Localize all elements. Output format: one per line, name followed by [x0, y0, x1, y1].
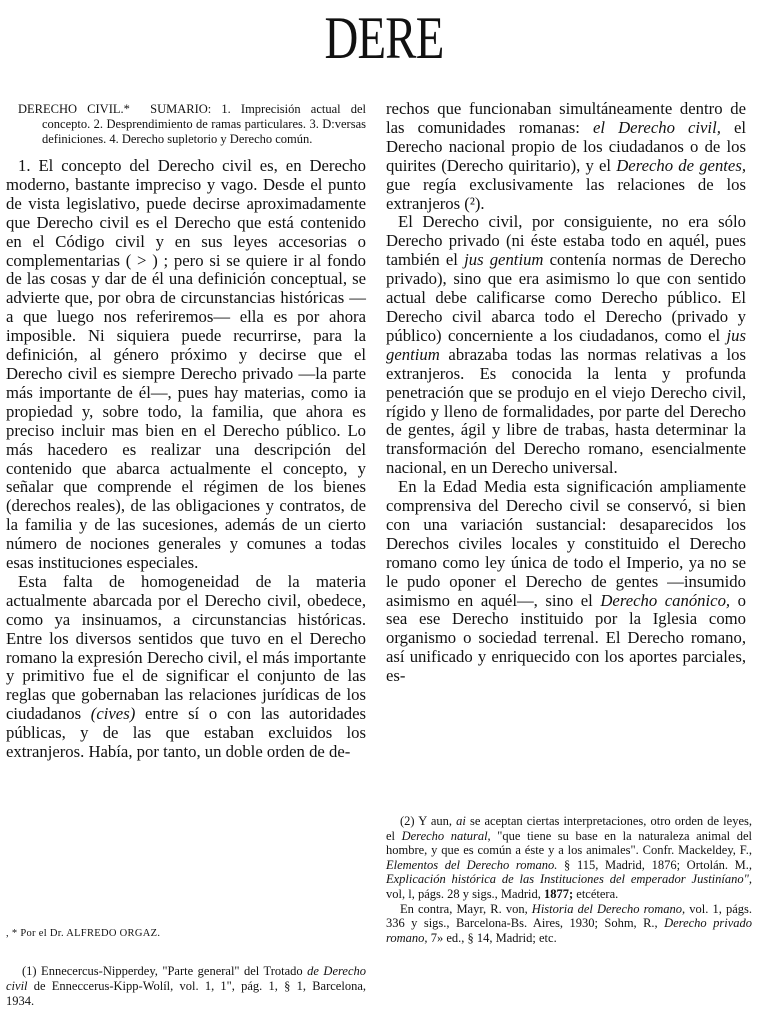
left-body	[6, 157, 366, 762]
article-summary	[18, 102, 366, 147]
paragraph-3: rechos que funcionaban simultáneamente dentro de las comunidades romanas: el Derecho civil, el Derecho nacional propio de los ciudadanos o de los quirites (Derecho quiritario), y el Derecho de gentes, gue regía exclusivamente las relaciones de los extranjeros (²).	[386, 99, 746, 213]
author-footnote: , * Por el Dr. ALFREDO ORGAZ.	[6, 928, 161, 939]
paragraph-1: 1. El concepto del Derecho civil es, en Derecho moderno, bastante impreciso y vago. Desde el punto de vista legislativo, puede decirse aproximadamente que Derecho civil es el Derecho que está contenido en el Código civil y en sus leyes accesorias o complementarias ( > ) ; pero si se quiere ir al fondo de las cosas y dar de él una definición conceptual, se advierte que, por obra de circunstancias históricas —a que luego nos referiremos— ella es por ahora imposible. Ni siquiera puede recurrirse, para la definición, al género próximo y decirse que el Derecho civil es siempre Derecho privado —la parte más importante de él—, pues hay materias, como ia propiedad y, sobre todo, la familia, que ahora es preciso incluir mas bien en el Derecho público. Lo más hacedero es realizar una descripción del contenido que abarca actualmente el concepto, y señalar que comprende el régimen de los bienes (derechos reales), de las obligaciones y contratos, de la familia y de las sucesiones, además de un cierto número de nociones generales y comunes a todas esas instituciones especiales.	[6, 156, 366, 573]
footnote-2-text: (2) Y aun, ai se aceptan ciertas interpretaciones, otro orden de leyes, el Derecho natural, "que tiene su base en la naturaleza animal del hombre, y que es común a éste y a los animales". Confr. Mackeldey, F., Elementos del Derecho romano. § 115, Madrid, 1876; Ortolán. M., Explicación histórica de las Instituciones del emperador Justiníano", vol, l, págs. 28 y sigs., Madrid, 1877; etcétera.	[386, 814, 753, 901]
article-heading: DERECHO CIVIL.*	[18, 102, 130, 116]
footnote-2	[386, 814, 752, 945]
right-body	[386, 100, 746, 686]
paragraph-5: En la Edad Media esta significación ampliamente comprensiva del Derecho civil se conservó, si bien con una variación sustancial: desaparecidos los Derechos civiles locales y constituido el Derecho romano como ley única de todo el Imperio, ya no se le pudo oponer el Derecho de gentes —insumido asimismo en aquél—, sino el Derecho canónico, o sea ese Derecho instituido por la Iglesia como organismo o sociedad terrenal. El Derecho romano, así unificado y enriquecido con los aportes parciales, es-	[386, 477, 746, 686]
footnote-2-contra: En contra, Mayr, R. von, Historia del Derecho romano, vol. 1, págs. 336 y sigs., Barcelona-Bs. Aires, 1930; Sohm, R., Derecho privado romano, 7» ed., § 14, Madrid; etc.	[386, 901, 753, 945]
right-column	[386, 100, 746, 686]
left-column	[6, 102, 366, 762]
page-header: DERE	[324, 5, 444, 71]
footnote-1: (1) Ennecercus-Nipperdey, "Parte general" del Trotado de Derecho civil de Enneccerus-Kipp-Wolíl, vol. 1, 1", pág. 1, § 1, Barcelona, 1934.	[6, 964, 366, 1008]
paragraph-4: El Derecho civil, por consiguiente, no era sólo Derecho privado (ni éste estaba todo en aquél, pues también el jus gentium contenía normas de Derecho privado), sino que era asimismo lo que con sentido actual debe calificarse como Derecho público. El Derecho civil abarca todo el Derecho (privado y público) concerniente a los ciudadanos, como el jus gentium abrazaba todas las normas relativas a los extranjeros. Es conocida la lenta y profunda penetración que se produjo en el viejo Derecho civil, rígido y lleno de formalidades, por parte del Derecho de gentes, ágil y libre de trabas, hasta determinar la transformación del Derecho romano, esencialmente nacional, en un Derecho universal.	[386, 212, 746, 478]
paragraph-2: Esta falta de homogeneidad de la materia actualmente abarcada por el Derecho civil, obedece, como ya insinuamos, a circunstancias históricas. Entre los diversos sentidos que tuvo en el Derecho romano la expresión Derecho civil, el más importante y primitivo fue el de significar el conjunto de las reglas que gobernaban las relaciones jurídicas de los ciudadanos (cives) entre sí o con las autoridades públicas, y de las que estaban excluidos los extranjeros. Había, por tanto, un doble orden de de-	[6, 571, 366, 762]
summary-text: SUMARIO: 1. Imprecisión actual del concepto. 2. Desprendimiento de ramas particulares. 3. D:versas definiciones. 4. Derecho supletorio y Derecho común.	[42, 102, 367, 146]
